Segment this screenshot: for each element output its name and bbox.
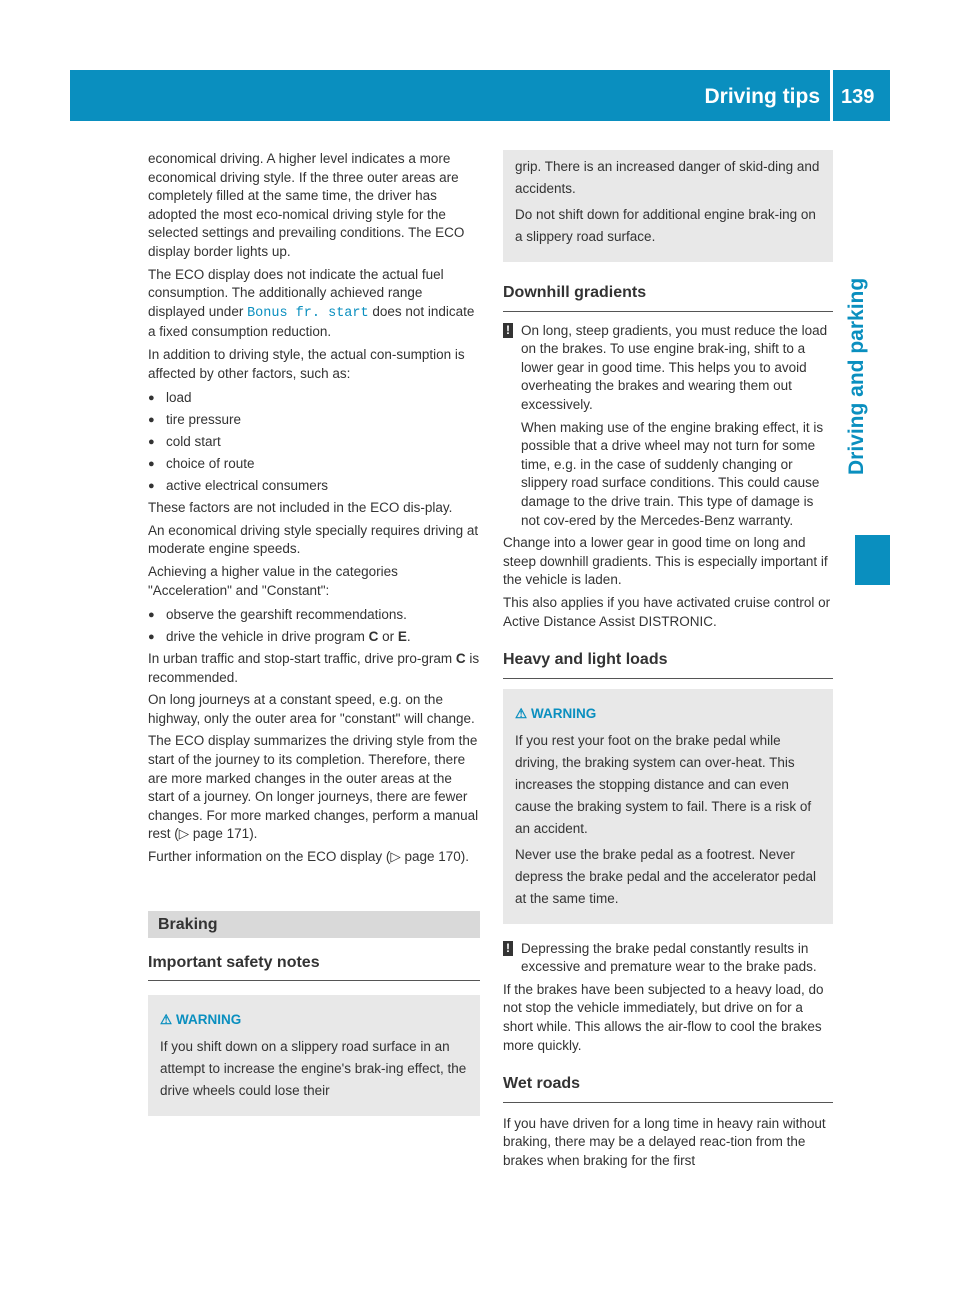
- paragraph: Achieving a higher value in the categories "Acceleration" and "Constant":: [148, 563, 398, 598]
- paragraph: If the brakes have been subjected to a heavy load, do not stop the vehicle immediately, but drive on for a short while. This allows the air-flow to cool the brakes more quickly.: [503, 981, 824, 1053]
- paragraph: Further information on the ECO display (▷ page 170).: [148, 849, 470, 865]
- paragraph: These factors are not included in the ECO dis-play.: [148, 500, 453, 516]
- paragraph: In addition to driving style, the actual con-sumption is affected by other factors, such as:: [148, 346, 465, 381]
- warning-title: ⚠ WARNING: [515, 703, 821, 725]
- header-right: [70, 70, 890, 121]
- note-text: On long, steep gradients, you must reduce the load on the brakes. To use engine brak-ing, shift to a lower gear in good time. This helps you to avoid overheating the brakes and wearing them out excessively.: [521, 322, 828, 412]
- bullet-icon: ●: [148, 414, 155, 427]
- warning-box: [503, 689, 833, 924]
- list-item: ● observe the gearshift recommendations.: [148, 607, 407, 623]
- subsection-heading: Heavy and light loads: [503, 651, 833, 679]
- list-item: ● choice of route: [148, 456, 255, 472]
- chapter-title: Driving tips: [704, 85, 820, 108]
- bullet-icon: ●: [148, 609, 155, 622]
- paragraph: This also applies if you have activated cruise control or Active Distance Assist DISTRONIC.: [503, 594, 831, 629]
- right-column: [503, 150, 833, 1175]
- list-item: ● load: [148, 390, 192, 406]
- exclamation-icon: !: [503, 941, 513, 956]
- page-number: 139: [841, 86, 875, 108]
- warning-title: ⚠ WARNING: [160, 1009, 468, 1031]
- left-column: [148, 150, 480, 1116]
- note: [503, 322, 833, 531]
- side-tab-marker: [855, 535, 890, 585]
- paragraph: If you have driven for a long time in heavy rain without braking, there may be a delayed reac-tion from the brakes when braking for the first: [503, 1115, 826, 1169]
- paragraph: The ECO display does not indicate the actual fuel consumption. The additionally achieved range displayed under Bonus fr. start does not indicate a fixed consumption reduction.: [148, 266, 475, 340]
- bullet-icon: ●: [148, 436, 155, 449]
- header-separator: [830, 70, 833, 121]
- warning-icon: ⚠: [160, 1012, 173, 1028]
- paragraph: economical driving. A higher level indicates a more economical driving style. If the three outer areas are completely filled at the same time, the driver has adopted the most eco-nomical driving style for the selected settings and prevailing conditions. The ECO display border lights up.: [148, 151, 465, 259]
- paragraph: Change into a lower gear in good time on long and steep downhill gradients. This is especially important if the vehicle is laden.: [503, 535, 828, 588]
- exclamation-icon: !: [503, 323, 513, 338]
- section-heading: Braking: [148, 911, 480, 938]
- bullet-icon: ●: [148, 480, 155, 493]
- note: [503, 940, 833, 977]
- bullet-icon: ●: [148, 392, 155, 405]
- warning-box-continued: [503, 150, 833, 262]
- note-text: When making use of the engine braking effect, it is possible that a drive wheel may not turn for some time, e.g. in the case of suddenly changing or slippery road surface conditions. This could cause damage to the drive train. This type of damage is not cov-ered by the Mercedes-Benz warranty.: [521, 419, 824, 528]
- subsection-heading: Downhill gradients: [503, 284, 833, 312]
- warning-text: Never use the brake pedal as a footrest. Never depress the brake pedal and the accelerator pedal at the same time.: [515, 846, 816, 906]
- warning-box: [148, 995, 480, 1116]
- subsection-heading: Important safety notes: [148, 954, 480, 982]
- list-item: ● active electrical consumers: [148, 478, 329, 494]
- warning-text: If you rest your foot on the brake pedal while driving, the braking system can over-heat. This increases the stopping distance and can even cause the braking system to fail. There is a risk of an accident.: [515, 732, 812, 836]
- warning-text: grip. There is an increased danger of skid-ding and accidents.: [515, 159, 820, 196]
- paragraph: In urban traffic and stop-start traffic, drive pro-gram C is recommended.: [148, 651, 480, 685]
- warning-icon: ⚠: [515, 705, 528, 721]
- warning-text: Do not shift down for additional engine brak-ing on a slippery road surface.: [515, 207, 816, 244]
- display-text: Bonus fr. start: [247, 305, 369, 321]
- paragraph: On long journeys at a constant speed, e.g. on the highway, only the outer area for "constant" will change.: [148, 692, 475, 726]
- note-text: Depressing the brake pedal constantly results in excessive and premature wear to the brake pads.: [521, 940, 817, 975]
- list-item: ● cold start: [148, 434, 221, 450]
- list-item: ● drive the vehicle in drive program C or E.: [148, 629, 411, 645]
- side-tab-label: Driving and parking: [845, 277, 868, 475]
- bullet-icon: ●: [148, 458, 155, 471]
- paragraph: The ECO display summarizes the driving style from the start of the journey to its completion. Therefore, there are more marked changes in the outer areas at the start of a journey. On longer journeys, there are fewer changes. For more marked changes, perform a manual rest (▷ page 171).: [148, 733, 479, 842]
- subsection-heading: Wet roads: [503, 1075, 833, 1103]
- list-item: ● tire pressure: [148, 412, 242, 428]
- warning-text: If you shift down on a slippery road surface in an attempt to increase the engine's brak-ing effect, the drive wheels could lose their: [160, 1039, 467, 1099]
- paragraph: An economical driving style specially requires driving at moderate engine speeds.: [148, 522, 479, 557]
- bullet-icon: ●: [148, 631, 155, 644]
